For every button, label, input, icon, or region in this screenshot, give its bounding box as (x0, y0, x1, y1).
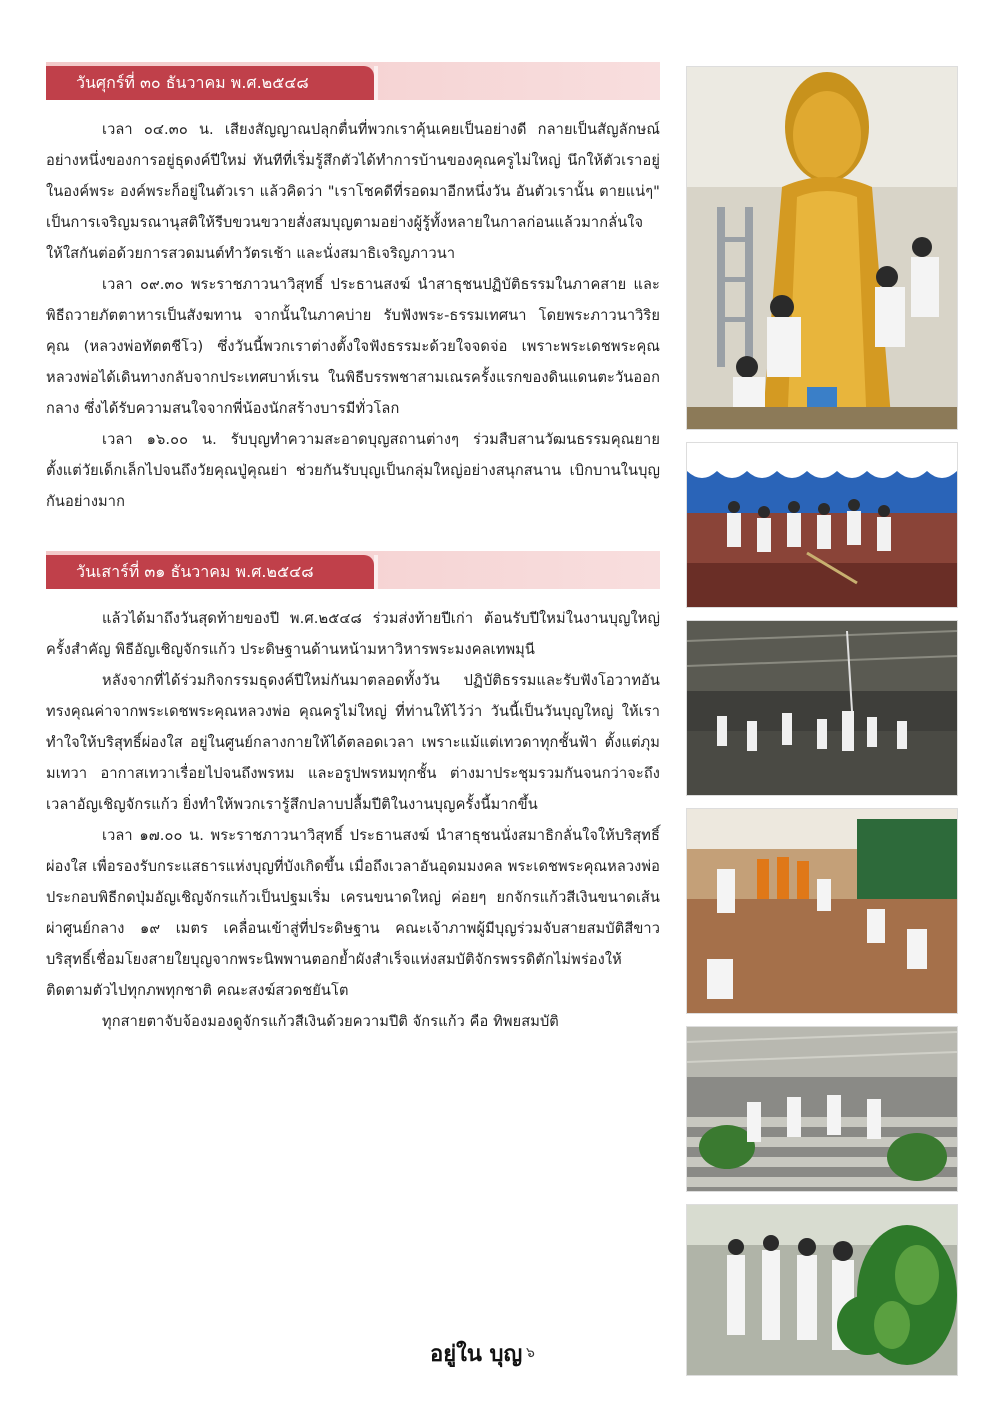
section-heading-1: วันศุกร์ที่ ๓๐ ธันวาคม พ.ศ.๒๕๔๘ (46, 66, 374, 100)
paragraph: เวลา ๑๖.๐๐ น. รับบุญทำความสะอาดบุญสถานต่างๆ ร่วมสืบสานวัฒนธรรมคุณยาย ตั้งแต่วัยเด็กเล็กไปจนถึงวัยคุณปู่คุณย่า ช่วยกันรับบุญเป็นกลุ่มใหญ่อย่างสนุกสนาน เบิกบานในบุญกันอย่างมาก (46, 431, 660, 510)
photo-column (686, 66, 958, 1388)
paragraph: หลังจากที่ได้ร่วมกิจกรรมธุดงค์ปีใหม่กันมาตลอดทั้งวัน ปฏิบัติธรรมและรับฟังโอวาทอันทรงคุณค่าจากพระเดชพระคุณหลวงพ่อ คุณครูไม่ใหญ่ ที่ท่านให้ไว้ว่า วันนี้เป็นวันบุญใหญ่ ให้เราทำใจให้บริสุทธิ์ผ่องใส อยู่ในศูนย์กลางกายให้ได้ตลอดเวลา เพราะแม้แต่เทวดาทุกชั้นฟ้า ตั้งแต่ภุมมเทวา อากาสเทวาเรื่อยไปจนถึงพรหม และอรูปพรหมทุกชั้น ต่างมาประชุมรวมกันจนกว่าจะถึงเวลาอัญเชิญจักรแก้ว ยิ่งทำให้พวกเรารู้สึกปลาบปลื้มปีติในงานบุญครั้งนี้มากขึ้น (46, 672, 660, 813)
paragraph: แล้วได้มาถึงวันสุดท้ายของปี พ.ศ.๒๕๔๘ ร่วมส่งท้ายปีเก่า ต้อนรับปีใหม่ในงานบุญใหญ่ครั้งสำคัญ พิธีอัญเชิญจักรแก้ว ประดิษฐานด้านหน้ามหาวิหารพระมงคลเทพมุนี (46, 610, 660, 658)
page-footer (430, 1332, 570, 1372)
photo-stairs-cleaning (686, 1026, 958, 1192)
photo-buddha-statue-cleaning (686, 66, 958, 430)
paragraph: ทุกสายตาจับจ้องมองดูจักรแก้วสีเงินด้วยความปีติ จักรแก้ว คือ ทิพยสมบัติ (102, 1013, 559, 1030)
paragraph: เวลา ๐๙.๓๐ พระราชภาวนาวิสุทธิ์ ประธานสงฆ์ นำสาธุชนปฏิบัติธรรมในภาคสาย และพิธีถวายภัตตาหารเป็นสังฆทาน จากนั้นในภาคบ่าย รับฟังพระ-ธรรมเทศนา โดยพระภาวนาวิริยคุณ (หลวงพ่อทัตตชีโว) ซึ่งวันนี้พวกเราต่างตั้งใจฟังธรรมะด้วยใจจดจ่อ เพราะพระเดชพระคุณหลวงพ่อได้เดินทางกลับจากประเทศบาห์เรน ในพิธีบรรพชาสามเณรครั้งแรกของดินแดนตะวันออกกลาง ซึ่งได้รับความสนใจจากพี่น้องนักสร้างบารมีทั่วโลก (46, 276, 660, 417)
section-heading-2: วันเสาร์ที่ ๓๑ ธันวาคม พ.ศ.๒๕๔๘ (46, 555, 374, 589)
magazine-logo: อยู่ใน บุญ (430, 1341, 523, 1367)
section-heading-bar-2 (46, 551, 660, 589)
paragraph: เวลา ๑๗.๐๐ น. พระราชภาวนาวิสุทธิ์ ประธานสงฆ์ นำสาธุชนนั่งสมาธิกลั่นใจให้บริสุทธิ์ผ่องใส เพื่อรองรับกระแสธารแห่งบุญที่บังเกิดขึ้น เมื่อถึงเวลาอันอุดมมงคล พระเดชพระคุณหลวงพ่อประกอบพิธีกดปุ่มอัญเชิญจักรแก้วเป็นปฐมเริ่ม เครนขนาดใหญ่ ค่อยๆ ยกจักรแก้วสีเงินขนาดเส้นผ่าศูนย์กลาง ๑๙ เมตร เคลื่อนเข้าสู่ที่ประดิษฐาน คณะเจ้าภาพผู้มีบุญร่วมจับสายสมบัติสีขาวบริสุทธิ์เชื่อมโยงสายใยบุญจากพระนิพพานตอกย้ำผังสำเร็จแห่งสมบัติจักรพรรดิตักไม่พร่องให้ติดตามตัวไปทุกภพทุกชาติ คณะสงฆ์สวดชยันโต (46, 827, 660, 999)
photo-plants-group (686, 1204, 958, 1376)
photo-stage-cleaning (686, 442, 958, 608)
photo-monks-hall (686, 808, 958, 1014)
section-heading-bar-1 (46, 62, 660, 100)
main-column (46, 62, 660, 1037)
page-number: ๖ (526, 1345, 535, 1361)
photo-hall-cleaning (686, 620, 958, 796)
paragraph: เวลา ๐๔.๓๐ น. เสียงสัญญาณปลุกตื่นที่พวกเราคุ้นเคยเป็นอย่างดี กลายเป็นสัญลักษณ์อย่างหนึ่งของการอยู่ธุดงค์ปีใหม่ ทันทีที่เริ่มรู้สึกตัวได้ทำการบ้านของคุณครูไม่ใหญ่ นึกให้ตัวเราอยู่ในองค์พระ องค์พระก็อยู่ในตัวเรา แล้วคิดว่า "เราโชคดีที่รอดมาอีกหนึ่งวัน อันตัวเรานั้น ตายแน่ๆ" เป็นการเจริญมรณานุสติให้รีบขวนขวายสั่งสมบุญตามอย่างผู้รู้ทั้งหลายในกาลก่อนแล้วมากลั่นใจให้ใสกันต่อด้วยการสวดมนต์ทำวัตรเช้า และนั่งสมาธิเจริญภาวนา (46, 121, 660, 262)
